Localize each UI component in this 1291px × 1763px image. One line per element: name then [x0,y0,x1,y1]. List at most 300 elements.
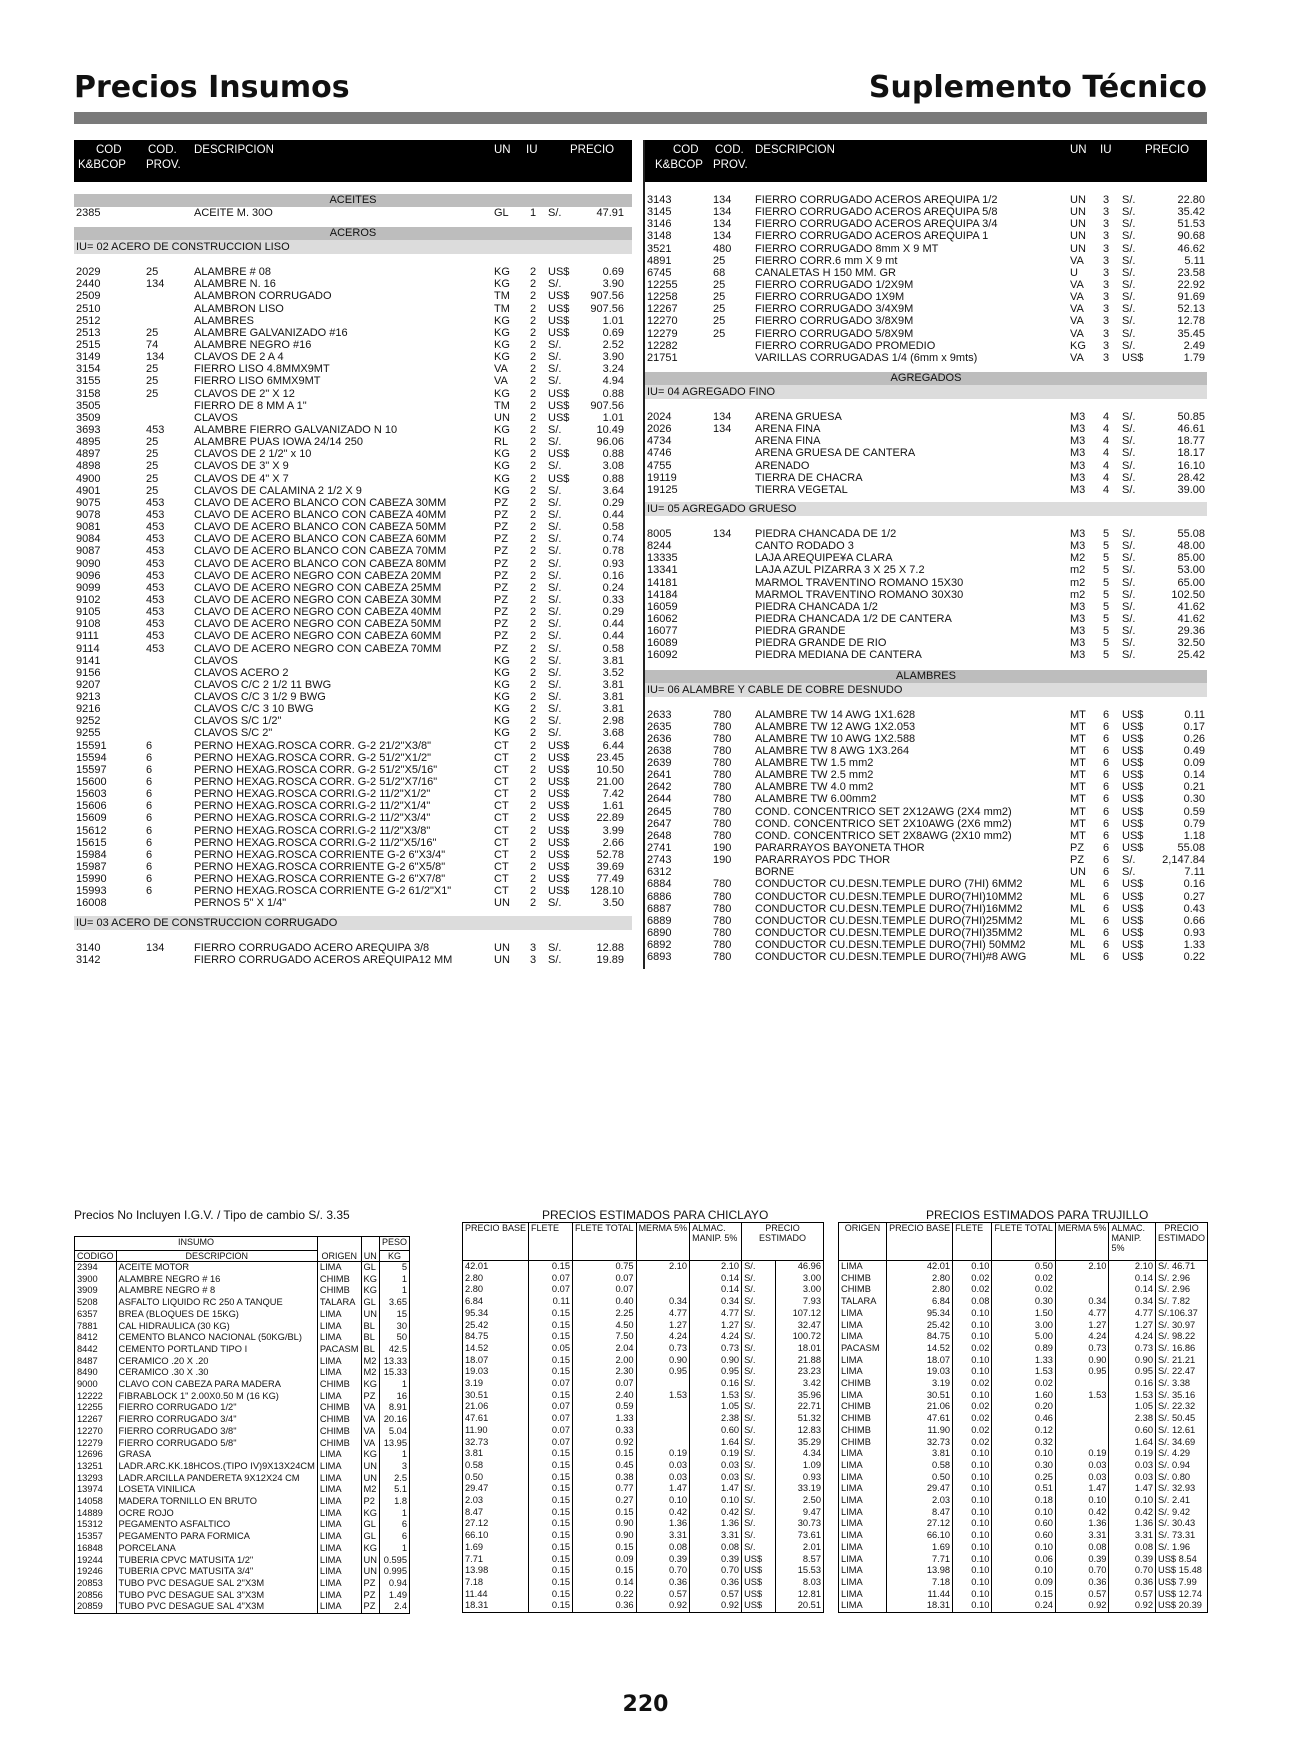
row-price: 46.61 [1177,423,1205,436]
row-currency: US$ [1122,720,1144,733]
cell-almac: 0.57 [1109,1589,1156,1601]
row-un: MT [1070,757,1086,770]
cell-flete-total: 0.22 [573,1589,637,1601]
row-un: ML [1070,951,1086,964]
row-currency: US$ [548,776,570,789]
cell-flete-total: 0.15 [573,1507,637,1519]
row-iu: 2 [530,375,537,388]
row-price: 23.45 [596,751,624,764]
price-row [645,291,1207,303]
table-row [463,1460,824,1472]
row-desc: CLAVO DE ACERO NEGRO CON CABEZA 60MM [194,630,442,643]
row-un: MT [1070,708,1086,721]
cell-peso: 5 [379,1262,409,1274]
cell-flete: 0.15 [529,1565,573,1577]
cell-origen: CHIMB [317,1379,361,1391]
row-iu: 4 [1103,459,1110,472]
row-un: M2 [1070,552,1086,565]
price-row [74,207,632,219]
cell-precio-base: 47.61 [463,1413,529,1425]
row-price: 10.49 [596,423,624,436]
cell-flete: 0.02 [953,1273,992,1285]
cell-flete: 0.02 [953,1425,992,1437]
row-price: 35.42 [1177,206,1205,219]
cell-merma [1055,1401,1109,1413]
row-iu: 2 [530,824,537,837]
cell-origen: LIMA [317,1461,361,1473]
cell-almac: 1.53 [690,1390,742,1402]
row-currency: US$ [548,824,570,837]
row-desc: CLAVO DE ACERO BLANCO CON CABEZA 50MM [194,521,447,534]
cell-flete-total: 0.32 [992,1437,1056,1449]
row-iu: 2 [530,800,537,813]
row-desc: PERNO HEXAG.ROSCA CORRIENTE G-2 61/2"X1" [194,885,452,898]
row-iu: 2 [530,678,537,691]
row-desc: CLAVOS C/C 3 1/2 9 BWG [194,691,326,704]
row-prov: 25 [146,472,159,485]
cell-origen: PACASM [317,1344,361,1356]
table-row [75,1519,410,1531]
cell-almac: 0.03 [1109,1472,1156,1484]
cell-flete-total: 0.75 [573,1261,637,1273]
row-price: 0.93 [1183,927,1205,940]
row-desc: ALAMBRE TW 12 AWG 1X2.053 [755,720,916,733]
row-iu: 2 [530,836,537,849]
row-price: 0.59 [1183,805,1205,818]
row-cod: 2645 [647,805,672,818]
row-un: KG [494,448,510,461]
table-row [463,1600,824,1612]
cell-codigo: 8442 [75,1344,117,1356]
row-desc: PERNOS 5" X 1/4" [194,897,287,910]
cell-origen: LIMA [839,1308,887,1320]
cell-almac: 0.92 [690,1600,742,1612]
row-desc: CLAVOS DE CALAMINA 2 1/2 X 9 [194,484,362,497]
row-currency: US$ [1122,805,1144,818]
row-desc: PERNO HEXAG.ROSCA CORRIENTE G-2 6"X3/4" [194,848,446,861]
cell-precio-estimado: 21.88 [775,1355,823,1367]
cell-precio-estimado: S/. 2.96 [1156,1284,1208,1296]
row-price: 47.91 [596,207,624,219]
cell-origen: LIMA [317,1321,361,1333]
row-iu: 5 [1103,600,1110,613]
cell-peso: 50 [379,1332,409,1344]
row-prov: 780 [713,781,732,794]
row-un: PZ [494,618,509,631]
row-cod: 16077 [647,625,678,638]
cell-precio-estimado: US$ 12.74 [1156,1589,1208,1601]
col-desc: DESCRIPCION [194,144,274,156]
row-currency: S/. [1122,527,1136,540]
cell-precio-base: 14.52 [463,1343,529,1355]
th-codigo: CODIGO [75,1251,117,1262]
cell-almac: 0.70 [1109,1565,1156,1577]
row-un: M3 [1070,410,1086,423]
table-row [463,1507,824,1519]
cell-currency: S/. [742,1518,775,1530]
row-un: PZ [494,508,509,521]
row-un: VA [1070,254,1084,267]
row-un: CT [494,848,509,861]
row-iu: 2 [530,581,537,594]
row-prov: 780 [713,805,732,818]
row-desc: ALAMBRE NEGRO #16 [194,338,312,351]
row-iu: 2 [530,727,537,740]
row-price: 2.49 [1183,339,1205,352]
row-iu: 2 [530,278,537,291]
row-cod: 15591 [76,739,107,752]
row-currency: US$ [548,836,570,849]
cell-flete-total: 0.07 [573,1284,637,1296]
row-desc: ALAMBRE PUAS IOWA 24/14 250 [194,436,363,449]
cell-flete-total: 1.53 [992,1366,1056,1378]
row-currency: S/. [1122,866,1136,879]
cell-un: PZ [361,1391,379,1403]
cell-flete: 0.15 [529,1495,573,1507]
row-desc: ALAMBRE TW 6.00mm2 [755,793,877,806]
cell-merma [1055,1378,1109,1390]
th-insumo: INSUMO [75,1237,318,1251]
cell-precio-estimado: S/. 46.71 [1156,1261,1208,1273]
table-row [463,1565,824,1577]
row-un: UN [494,953,510,966]
row-currency: US$ [548,739,570,752]
table-row [75,1531,410,1543]
cell-precio-base: 32.73 [463,1437,529,1449]
row-currency: S/. [548,207,562,219]
cell-flete: 0.10 [953,1483,992,1495]
row-price: 3.81 [602,691,624,704]
cell-precio-estimado: 33.19 [775,1483,823,1495]
row-iu: 2 [530,508,537,521]
row-desc: CLAVO DE ACERO NEGRO CON CABEZA 20MM [194,569,442,582]
row-price: 4.94 [602,375,624,388]
row-price: 0.17 [1183,720,1205,733]
price-row [645,206,1207,218]
table-row [839,1472,1208,1484]
cell-precio-estimado: US$ 7.99 [1156,1577,1208,1589]
row-cod: 9255 [76,727,101,740]
row-desc: PERNO HEXAG.ROSCA CORR. G-2 51/2"X7/16" [194,776,438,789]
row-cod: 2513 [76,326,101,339]
cell-flete: 0.15 [529,1320,573,1332]
price-row [74,473,632,485]
row-cod: 14184 [647,588,678,601]
row-iu: 2 [530,351,537,364]
price-row [74,740,632,752]
row-un: m2 [1070,564,1086,577]
cell-origen: TALARA [839,1296,887,1308]
row-un: M3 [1070,600,1086,613]
row-un: PZ [494,569,509,582]
cell-flete: 0.10 [953,1355,992,1367]
row-iu: 2 [530,387,537,400]
row-prov: 25 [146,484,159,497]
cell-precio-base: 7.71 [463,1554,529,1566]
row-prov: 780 [713,769,732,782]
row-desc: PERNO HEXAG.ROSCA CORR. G-2 51/2"X1/2" [194,751,432,764]
cell-flete: 0.07 [529,1425,573,1437]
trujillo-table [838,1222,1208,1613]
cell-merma: 0.03 [636,1472,690,1484]
cell-precio-estimado: 23.23 [775,1366,823,1378]
row-iu: 3 [1103,218,1110,231]
cell-origen: LIMA [839,1589,887,1601]
row-cod: 9087 [76,545,101,558]
cell-origen: LIMA [317,1578,361,1590]
row-prov: 6 [146,751,153,764]
cell-descripcion: ALAMBRE NEGRO # 16 [116,1274,317,1286]
cell-peso: 15 [379,1309,409,1321]
cell-codigo: 3909 [75,1285,117,1297]
row-desc: TIERRA VEGETAL [755,483,848,496]
row-currency: S/. [548,897,562,910]
row-desc: FIERRO CORRUGADO 3/8X9M [755,315,914,328]
cell-almac: 0.14 [1109,1273,1156,1285]
row-desc: ALAMBRE GALVANIZADO #16 [194,326,348,339]
cell-peso: 1 [379,1449,409,1461]
row-currency: S/. [1122,471,1136,484]
row-price: 3.68 [602,727,624,740]
row-iu: 2 [530,763,537,776]
cell-almac: 1.27 [1109,1320,1156,1332]
row-un: TM [494,302,510,315]
cell-flete-total: 0.10 [992,1507,1056,1519]
row-cod: 15615 [76,836,107,849]
cell-precio-base: 0.50 [887,1472,953,1484]
cell-origen: LIMA [839,1355,887,1367]
cell-un: UN [361,1566,379,1578]
row-cod: 9114 [76,642,100,655]
cell-un: KG [361,1543,379,1555]
cell-un: BL [361,1321,379,1333]
row-price: 51.53 [1177,218,1205,231]
row-un: PZ [494,557,509,570]
cell-flete: 0.15 [529,1483,573,1495]
cell-flete-total: 2.04 [573,1343,637,1355]
cell-merma: 3.31 [636,1530,690,1542]
cell-precio-estimado: 9.47 [775,1507,823,1519]
cell-almac: 0.16 [690,1378,742,1390]
row-currency: US$ [548,788,570,801]
row-un: UN [1070,206,1086,219]
cell-precio-base: 0.58 [463,1460,529,1472]
row-iu: 4 [1103,483,1110,496]
row-prov: 453 [146,581,165,594]
row-price: 65.00 [1177,576,1205,589]
price-row [645,267,1207,279]
row-price: 0.88 [602,472,624,485]
row-iu: 2 [530,363,537,376]
cell-un: VA [361,1438,379,1450]
row-currency: S/. [1122,588,1136,601]
cell-flete-total: 0.59 [573,1401,637,1413]
cell-currency: S/. [742,1448,775,1460]
table-row [839,1495,1208,1507]
th-origen: ORIGEN [839,1223,887,1261]
row-currency: S/. [548,557,562,570]
row-desc: FIERRO LISO 4.8MMX9MT [194,363,330,376]
cell-precio-estimado: S/.106.37 [1156,1308,1208,1320]
row-un: M3 [1070,637,1086,650]
cell-merma: 1.53 [636,1390,690,1402]
cell-origen: LIMA [839,1554,887,1566]
cell-almac: 3.31 [1109,1530,1156,1542]
cell-precio-base: 18.07 [463,1355,529,1367]
cell-merma: 0.42 [636,1507,690,1519]
row-un: UN [1070,194,1086,206]
cell-codigo: 12255 [75,1402,117,1414]
cell-flete: 0.10 [953,1320,992,1332]
row-currency: S/. [548,630,562,643]
row-desc: CLAVO DE ACERO NEGRO CON CABEZA 40MM [194,606,442,619]
cell-precio-estimado: US$ 15.48 [1156,1565,1208,1577]
table-row [75,1473,410,1485]
row-prov: 780 [713,939,732,952]
row-iu: 5 [1103,637,1110,650]
table-row [75,1426,410,1438]
price-row [74,278,632,290]
row-desc: ALAMBRE TW 1.5 mm2 [755,757,874,770]
row-un: M3 [1070,471,1086,484]
cell-origen: CHIMB [839,1437,887,1449]
cell-precio-base: 19.03 [463,1366,529,1378]
row-desc: CLAVOS C/C 2 1/2 11 BWG [194,678,332,691]
row-prov: 780 [713,829,732,842]
cell-origen: LIMA [839,1483,887,1495]
row-prov: 25 [146,363,159,376]
row-price: 90.68 [1177,230,1205,243]
row-prov: 68 [713,266,726,279]
cell-origen: CHIMB [317,1402,361,1414]
row-desc: FIERRO DE 8 MM A 1" [194,399,307,412]
table-row [463,1530,824,1542]
cell-precio-estimado: S/. 30.43 [1156,1518,1208,1530]
row-currency: S/. [548,593,562,606]
table-row [75,1356,410,1368]
row-price: 29.36 [1177,625,1205,638]
cell-descripcion: FIERRO CORRUGADO 3/8" [116,1426,317,1438]
table-row [839,1577,1208,1589]
cell-merma: 3.31 [1055,1530,1109,1542]
cell-merma: 0.57 [636,1589,690,1601]
price-row [645,806,1207,818]
price-row [74,388,632,400]
cell-flete-total: 0.90 [573,1518,637,1530]
row-iu: 2 [530,533,537,546]
cell-precio-estimado: 3.42 [775,1378,823,1390]
row-iu: 3 [1103,339,1110,352]
row-cod: 16062 [647,612,678,625]
row-iu: 6 [1103,708,1110,721]
cell-precio-base: 0.50 [463,1472,529,1484]
section-title: ALAMBRES [645,670,1207,683]
row-currency: S/. [1122,459,1136,472]
row-iu: 3 [1103,303,1110,316]
cell-almac: 1.05 [1109,1401,1156,1413]
row-un: MT [1070,744,1086,757]
cell-precio-estimado: 1.09 [775,1460,823,1472]
row-prov: 780 [713,890,732,903]
cell-flete: 0.15 [529,1261,573,1273]
row-prov: 780 [713,708,732,721]
cell-codigo: 20853 [75,1578,117,1590]
row-desc: CLAVO DE ACERO BLANCO CON CABEZA 80MM [194,557,447,570]
row-currency: S/. [1122,612,1136,625]
cell-flete: 0.10 [953,1577,992,1589]
row-desc: ALAMBRE # 08 [194,266,272,279]
cell-precio-base: 47.61 [887,1413,953,1425]
cell-precio-base: 2.03 [887,1495,953,1507]
row-desc: CLAVOS ACERO 2 [194,666,289,679]
row-prov: 6 [146,885,153,898]
row-currency: S/. [548,941,562,954]
row-prov: 134 [713,206,732,219]
row-price: 3.52 [602,666,624,679]
cell-precio-base: 2.03 [463,1495,529,1507]
table-row [839,1355,1208,1367]
cell-precio-base: 42.01 [887,1261,953,1273]
cell-flete-total: 2.25 [573,1308,637,1320]
row-cod: 15600 [76,776,107,789]
th-flete-total: FLETE TOTAL [573,1223,637,1261]
row-cod: 4755 [647,459,672,472]
cell-currency: S/. [742,1366,775,1378]
cell-almac: 0.34 [690,1296,742,1308]
cell-flete: 0.10 [953,1261,992,1273]
row-iu: 2 [530,484,537,497]
row-currency: S/. [548,606,562,619]
cell-precio-base: 8.47 [463,1507,529,1519]
row-cod: 2647 [647,817,672,830]
row-currency: S/. [1122,410,1136,423]
cell-flete-total: 0.09 [573,1554,637,1566]
cell-precio-estimado: 73.61 [775,1530,823,1542]
table-row [463,1437,824,1449]
row-desc: FIERRO CORRUGADO 8mm X 9 MT [755,242,939,255]
table-row [839,1507,1208,1519]
row-price: 128.10 [590,885,624,898]
row-iu: 6 [1103,744,1110,757]
row-prov: 25 [146,387,159,400]
row-desc: ALAMBRE TW 2.5 mm2 [755,769,874,782]
cell-flete-total: 1.60 [992,1390,1056,1402]
cell-precio-estimado: S/. 2.96 [1156,1273,1208,1285]
row-iu: 3 [1103,230,1110,243]
row-currency: US$ [1122,829,1144,842]
row-cod: 9075 [76,496,101,509]
price-row [645,915,1207,927]
cell-merma: 0.34 [1055,1296,1109,1308]
row-iu: 5 [1103,552,1110,565]
page-number: 220 [622,1692,669,1717]
row-desc: CLAVO DE ACERO NEGRO CON CABEZA 25MM [194,581,442,594]
cell-descripcion: TUBO PVC DESAGUE SAL 2"X3M [116,1578,317,1590]
cell-precio-estimado: S/. 21.21 [1156,1355,1208,1367]
row-price: 1.79 [1183,351,1205,364]
row-iu: 2 [530,788,537,801]
cell-origen: LIMA [317,1262,361,1274]
cell-precio-estimado: S/. 7.82 [1156,1296,1208,1308]
cell-origen: CHIMB [839,1401,887,1413]
table-row [839,1518,1208,1530]
cell-peso: 3.65 [379,1297,409,1309]
row-cod: 3693 [76,423,101,436]
cell-origen: LIMA [839,1530,887,1542]
cell-origen: CHIMB [317,1426,361,1438]
cell-flete-total: 0.15 [573,1448,637,1460]
row-desc: PERNO HEXAG.ROSCA CORRIENTE G-2 6"X7/8" [194,873,446,886]
